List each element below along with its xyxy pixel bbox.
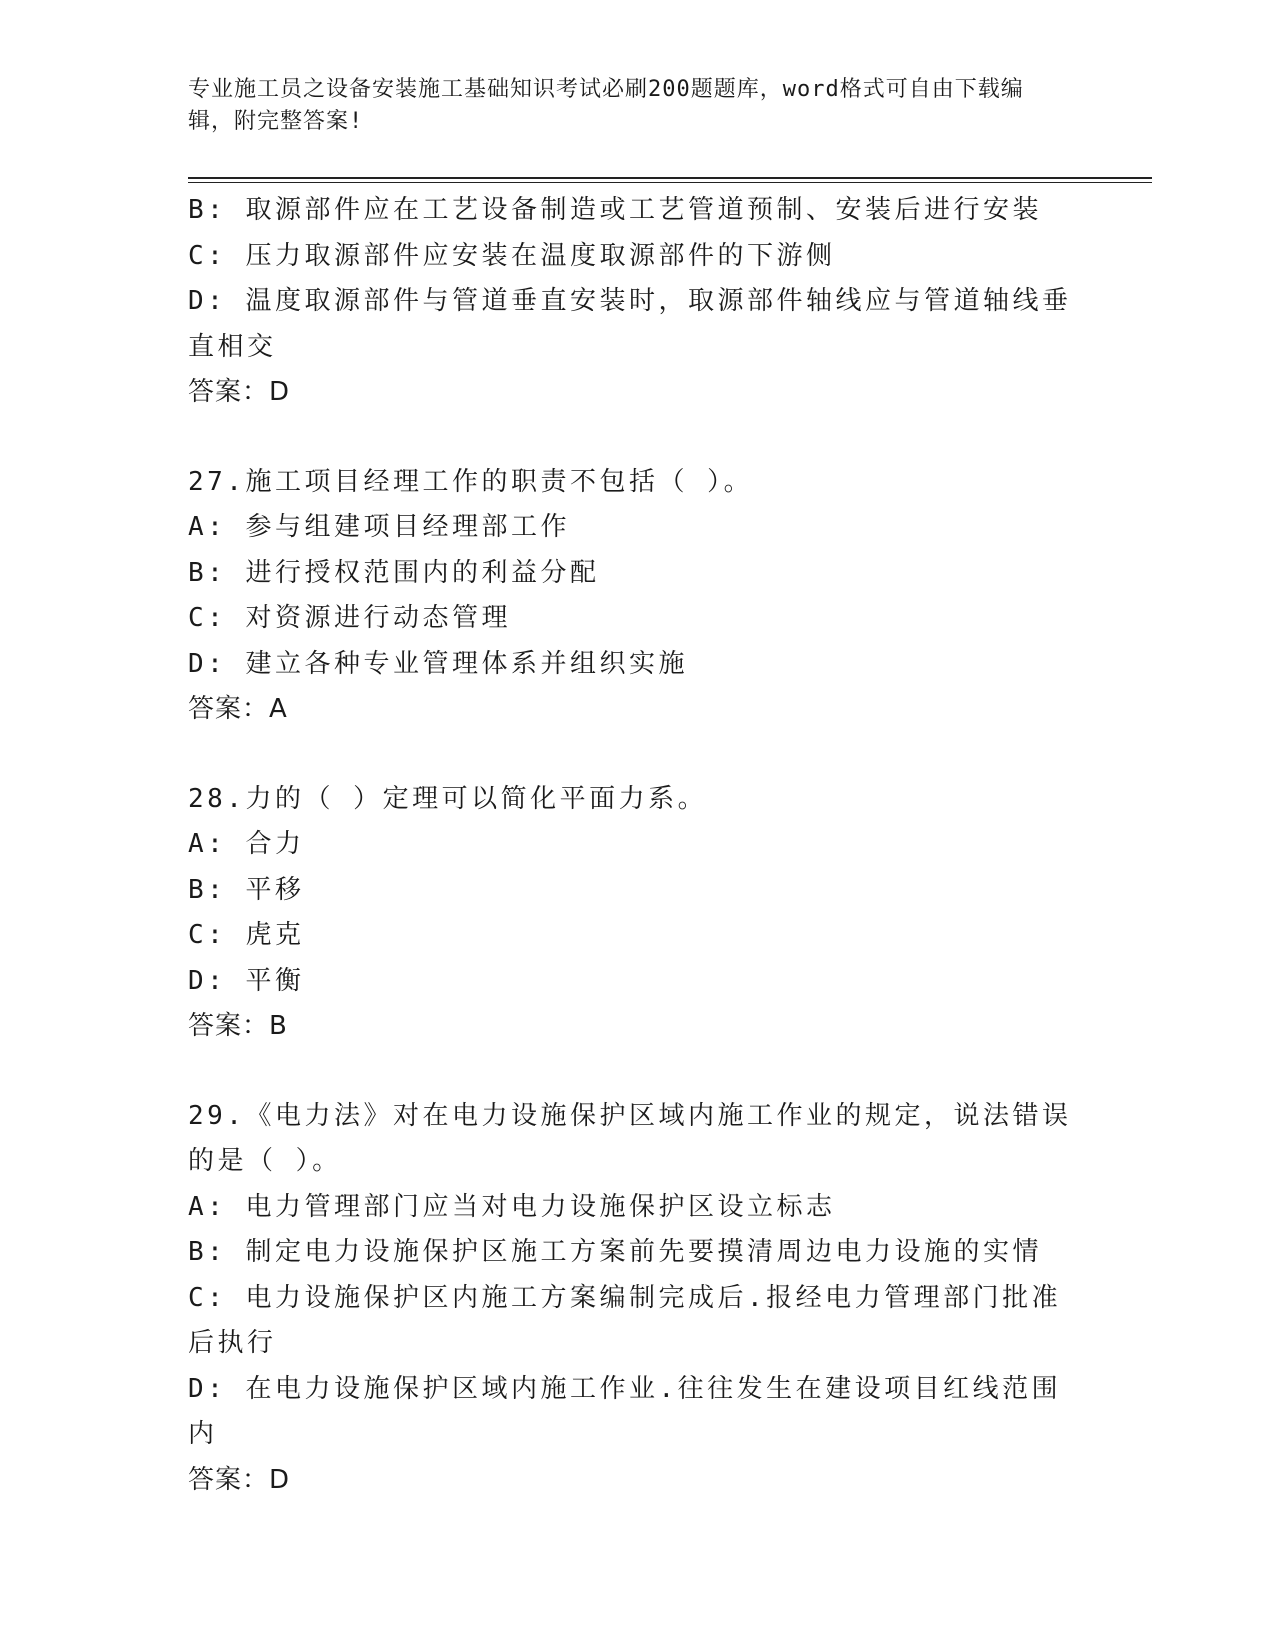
option-a: A: 电力管理部门应当对电力设施保护区设立标志 <box>188 1191 836 1222</box>
option-c: C: 虎克 <box>188 920 305 950</box>
option-d: D: 温度取源部件与管道垂直安装时，取源部件轴线应与管道轴线垂直相交 <box>188 286 1072 362</box>
option-b: B: 平移 <box>188 874 305 905</box>
option-d: D: 建立各种专业管理体系并组织实施 <box>188 648 688 679</box>
option-b: B: 取源部件应在工艺设备制造或工艺管道预制、安装后进行安装 <box>188 195 1042 225</box>
question-stem: 29.《电力法》对在电力设施保护区域内施工作业的规定，说法错误的是（ ）。 <box>188 1100 1072 1176</box>
option-b: B: 进行授权范围内的利益分配 <box>188 557 600 588</box>
header-title: 专业施工员之设备安装施工基础知识考试必刷200题题库，word格式可自由下载编辑，附完整答案! <box>188 77 1024 134</box>
option-a: A: 参与组建项目经理部工作 <box>188 512 570 542</box>
option-d: D: 平衡 <box>188 965 305 996</box>
option-c: C: 电力设施保护区内施工方案编制完成后.报经电力管理部门批准后执行 <box>188 1282 1062 1358</box>
option-c: C: 压力取源部件应安装在温度取源部件的下游侧 <box>188 240 836 271</box>
answer: 答案：D <box>188 377 291 407</box>
header-divider-thin <box>188 182 1152 183</box>
document-header <box>188 74 1068 138</box>
header-divider-thick <box>188 177 1152 179</box>
question-stem: 27.施工项目经理工作的职责不包括（ ）。 <box>188 466 754 497</box>
question-continuation <box>188 188 1088 416</box>
answer: 答案：A <box>188 694 288 724</box>
option-d: D: 在电力设施保护区域内施工作业.往往发生在建设项目红线范围内 <box>188 1373 1062 1449</box>
option-a: A: 合力 <box>188 829 305 859</box>
question-28 <box>188 777 1088 1050</box>
question-29 <box>188 1094 1088 1504</box>
question-list <box>188 188 1088 1503</box>
question-stem: 28.力的（ ）定理可以简化平面力系。 <box>188 783 708 814</box>
option-b: B: 制定电力设施保护区施工方案前先要摸清周边电力设施的实情 <box>188 1237 1042 1267</box>
answer: 答案：D <box>188 1464 291 1495</box>
answer: 答案：B <box>188 1011 288 1041</box>
question-27 <box>188 460 1088 733</box>
option-c: C: 对资源进行动态管理 <box>188 603 511 633</box>
